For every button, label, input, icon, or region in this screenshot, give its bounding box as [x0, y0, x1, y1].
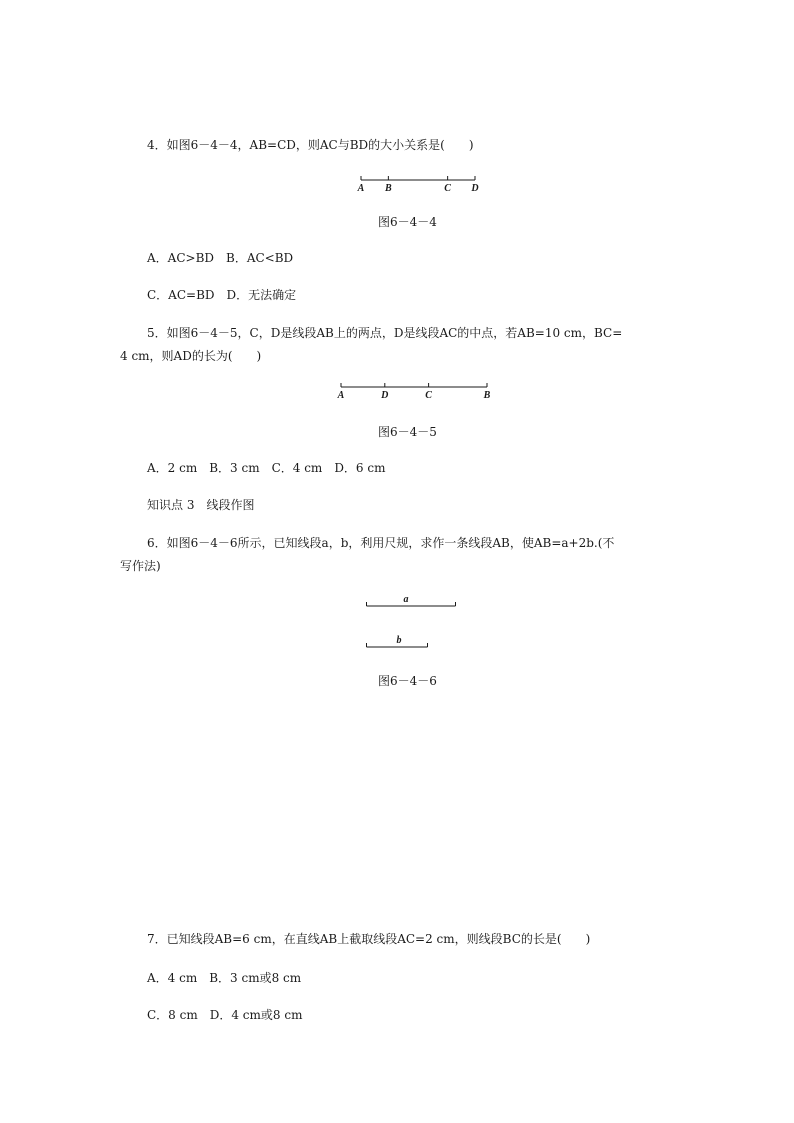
- segment-b-figure: [366, 633, 430, 649]
- fig5-label-c: C: [425, 390, 432, 401]
- figure-6-4-4-caption: 图6－4－4: [378, 215, 437, 229]
- q5-stem-line2: 4 cm，则AD的长为( ): [120, 349, 262, 363]
- q4-options-row2: C．AC=BD D．无法确定: [147, 288, 297, 302]
- segment-a-figure: [366, 592, 458, 608]
- q5-stem-line1: 5．如图6－4－5，C，D是线段AB上的两点，D是线段AC的中点，若AB=10 cm，BC=: [147, 326, 623, 340]
- figure-6-4-5: [337, 383, 491, 403]
- q7-options-row1: A．4 cm B．3 cm或8 cm: [147, 971, 302, 985]
- segment-b-label: b: [396, 635, 402, 646]
- q5-options: A．2 cm B．3 cm C．4 cm D．6 cm: [147, 461, 386, 475]
- fig5-label-b: B: [483, 390, 491, 401]
- figure-6-4-5-caption: 图6－4－5: [378, 425, 437, 439]
- fig4-label-a: A: [357, 183, 365, 194]
- segment-a-label: a: [403, 594, 409, 605]
- figure-6-4-6-caption: 图6－4－6: [378, 674, 437, 688]
- section-3-heading: 知识点 3 线段作图: [147, 498, 255, 512]
- figure-6-4-4: [357, 176, 480, 196]
- q7-options-row2: C．8 cm D．4 cm或8 cm: [147, 1008, 303, 1022]
- fig4-label-d: D: [471, 183, 479, 194]
- q7-stem: 7．已知线段AB=6 cm，在直线AB上截取线段AC=2 cm，则线段BC的长是( ): [147, 932, 591, 946]
- fig4-label-c: C: [444, 183, 451, 194]
- q6-stem-line1: 6．如图6－4－6所示，已知线段a，b，利用尺规，求作一条线段AB，使AB=a+2b.(不: [147, 536, 615, 550]
- fig4-label-b: B: [385, 183, 392, 194]
- fig5-label-d: D: [381, 390, 389, 401]
- fig5-label-a: A: [337, 390, 345, 401]
- q4-stem: 4．如图6－4－4，AB=CD，则AC与BD的大小关系是( ): [147, 138, 474, 152]
- q4-options-row1: A．AC>BD B．AC<BD: [147, 251, 294, 265]
- q6-stem-line2: 写作法): [120, 559, 161, 573]
